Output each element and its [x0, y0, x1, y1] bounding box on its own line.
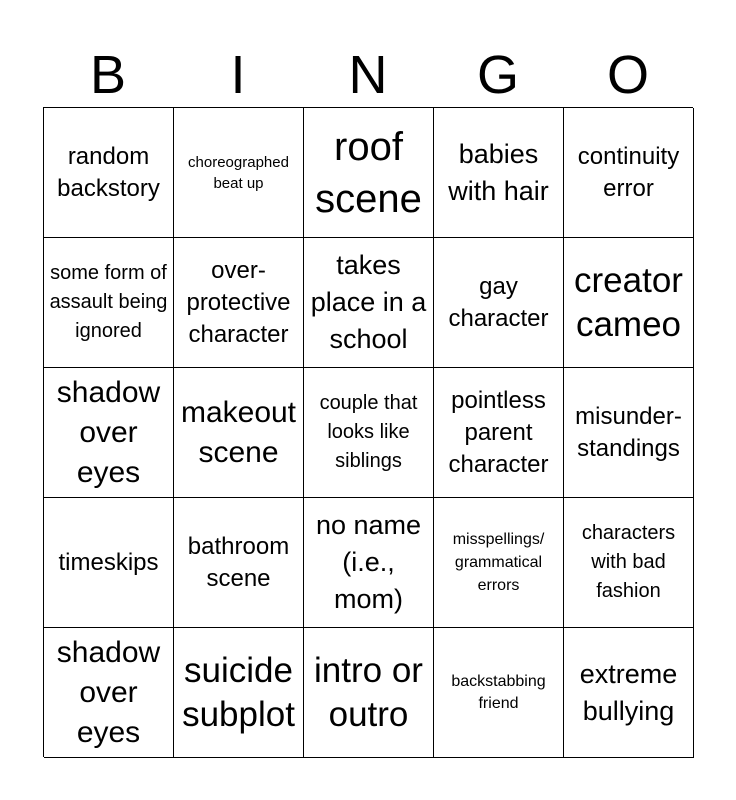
bingo-cell-r2c3[interactable]: [304, 238, 434, 368]
cell-label: backstabbing friend: [451, 672, 546, 712]
header-letter-g: G: [476, 45, 519, 105]
bingo-header: [43, 44, 693, 106]
bingo-cell-r1c5[interactable]: [564, 108, 694, 238]
bingo-cell-r3c2[interactable]: [174, 368, 304, 498]
bingo-board: [43, 107, 693, 757]
cell-label: misspellings/ grammatical errors: [452, 531, 545, 594]
bingo-cell-r5c2[interactable]: [174, 628, 304, 758]
bingo-cell-r1c4[interactable]: [434, 108, 564, 238]
cell-label: extreme bullying: [579, 658, 678, 726]
cell-label: roof scene: [315, 124, 422, 221]
bingo-cell-r4c5[interactable]: [564, 498, 694, 628]
bingo-cell-r5c5[interactable]: [564, 628, 694, 758]
cell-label: intro or outro: [314, 650, 423, 734]
bingo-cell-r3c1[interactable]: [44, 368, 174, 498]
bingo-cell-r3c3[interactable]: [304, 368, 434, 498]
bingo-cell-r5c3[interactable]: [304, 628, 434, 758]
bingo-cell-r5c1[interactable]: [44, 628, 174, 758]
header-letter-o: O: [606, 45, 649, 105]
bingo-cell-r4c4[interactable]: [434, 498, 564, 628]
cell-label: bathroom scene: [187, 532, 290, 592]
header-letter-b: B: [89, 45, 127, 105]
cell-label: pointless parent character: [448, 386, 549, 478]
bingo-cell-r5c4[interactable]: [434, 628, 564, 758]
bingo-cell-r2c4[interactable]: [434, 238, 564, 368]
bingo-cell-r4c3[interactable]: [304, 498, 434, 628]
cell-label: shadow over eyes: [56, 375, 161, 489]
cell-label: babies with hair: [448, 138, 549, 206]
bingo-cell-r4c1[interactable]: [44, 498, 174, 628]
cell-label: characters with bad fashion: [581, 522, 676, 602]
cell-label: choreographed beat up: [188, 153, 289, 192]
bingo-cell-r1c2[interactable]: [174, 108, 304, 238]
bingo-cell-r3c4[interactable]: [434, 368, 564, 498]
header-letter-i: I: [230, 45, 246, 105]
bingo-cell-r2c1[interactable]: [44, 238, 174, 368]
cell-label: over-protective character: [186, 256, 291, 348]
cell-label: misunder-standings: [575, 402, 682, 462]
cell-label: shadow over eyes: [56, 635, 161, 749]
cell-label: suicide subplot: [182, 650, 295, 734]
bingo-cell-r1c1[interactable]: [44, 108, 174, 238]
cell-label: timeskips: [58, 548, 159, 576]
cell-label: makeout scene: [180, 395, 297, 469]
cell-label: gay character: [448, 272, 549, 332]
cell-label: couple that looks like siblings: [319, 392, 418, 472]
bingo-cell-r2c2[interactable]: [174, 238, 304, 368]
header-letter-n: N: [348, 45, 388, 105]
cell-label: some form of assault being ignored: [49, 262, 168, 342]
cell-label: takes place in a school: [310, 250, 427, 354]
bingo-cell-r3c5[interactable]: [564, 368, 694, 498]
bingo-cell-r1c3[interactable]: [304, 108, 434, 238]
cell-label: continuity error: [577, 142, 680, 202]
bingo-cell-r2c5[interactable]: [564, 238, 694, 368]
bingo-cell-r4c2[interactable]: [174, 498, 304, 628]
cell-label: creator cameo: [574, 260, 683, 344]
cell-label: no name (i.e., mom): [315, 510, 422, 614]
cell-label: random backstory: [57, 142, 160, 202]
